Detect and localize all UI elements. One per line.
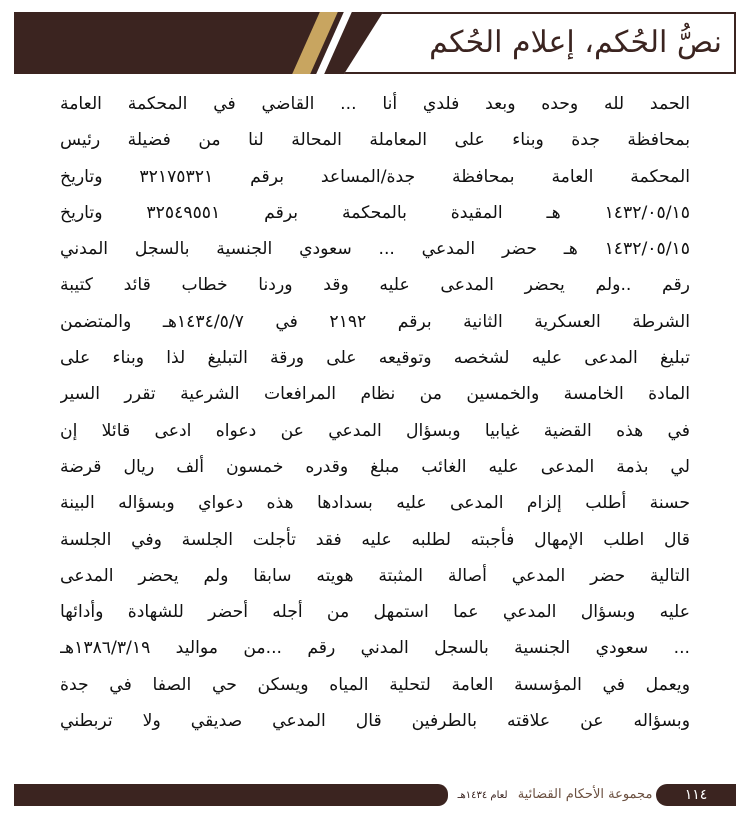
text-line: ويعمل في المؤسسة العامة لتحلية المياه ويسكن حي الصفا في جدة — [60, 674, 690, 695]
page-header — [14, 12, 736, 74]
page-number: ١١٤ — [684, 787, 708, 803]
text-line: وبسؤاله عن علاقته بالطرفين قال المدعي صديقي ولا تربطني — [60, 711, 690, 732]
text-line: لي بذمة المدعى عليه الغائب مبلغ وقدره خمسون ألف ريال قرضة — [60, 456, 690, 477]
text-line: بمحافظة جدة وبناء على المعاملة المحالة لنا من فضيلة رئيس — [60, 130, 690, 151]
text-line: ١٤٣٢/٠٥/١٥ هـ المقيدة بالمحكمة برقم ٣٢٥٤٩٥٥١ وتاريخ — [60, 202, 690, 223]
text-line: التالية حضر المدعي أصالة المثبتة هويته سابقا ولم يحضر المدعى — [60, 565, 690, 586]
text-line: الشرطة العسكرية الثانية برقم ٢١٩٢ في ١٤٣٤/٥/٧هـ والمتضمن — [60, 311, 690, 332]
judgment-text — [60, 86, 690, 766]
brand-year: لعام ١٤٣٤هـ — [457, 790, 508, 801]
text-line: المحكمة العامة بمحافظة جدة/المساعد برقم ٣٢١٧٥٣٢١ وتاريخ — [60, 166, 690, 187]
text-line: حسنة أطلب إلزام المدعى عليه بسدادها هذه دعواي وبسؤاله البينة — [60, 493, 690, 514]
page-title: نصُّ الحُكم، إعلام الحُكم — [429, 25, 722, 60]
brand-name: مجموعة الأحكام القضائية — [517, 787, 653, 802]
page-number-badge — [656, 784, 736, 806]
footer-brand — [454, 780, 656, 810]
footer-bar — [14, 784, 448, 806]
page-footer — [14, 780, 736, 808]
text-line: الحمد لله وحده وبعد فلدي أنا ... القاضي في المحكمة العامة — [60, 94, 690, 114]
text-line: ... سعودي الجنسية بالسجل المدني رقم ...من مواليد ١٣٨٦/٣/١٩هـ — [60, 638, 690, 659]
text-line: تبليغ المدعى عليه لشخصه وتوقيعه على ورقة التبليغ لذا وبناء على — [60, 348, 690, 369]
text-line: رقم ..ولم يحضر المدعى عليه وقد وردنا خطاب قائد كتيبة — [60, 275, 690, 296]
text-line: عليه وبسؤال المدعي عما استمهل من أجله أحضر للشهادة وأدائها — [60, 602, 690, 623]
text-line: في هذه القضية غيابيا وبسؤال المدعي عن دعواه ادعى قائلا إن — [60, 420, 690, 441]
text-line: ١٤٣٢/٠٥/١٥ هـ حضر المدعي ... سعودي الجنسية بالسجل المدني — [60, 239, 690, 260]
text-line: قال اطلب الإمهال فأجبته لطلبه عليه فقد تأجلت الجلسة وفي الجلسة — [60, 529, 690, 550]
text-line: المادة الخامسة والخمسين من نظام المرافعات الشرعية تقرر السير — [60, 384, 690, 405]
